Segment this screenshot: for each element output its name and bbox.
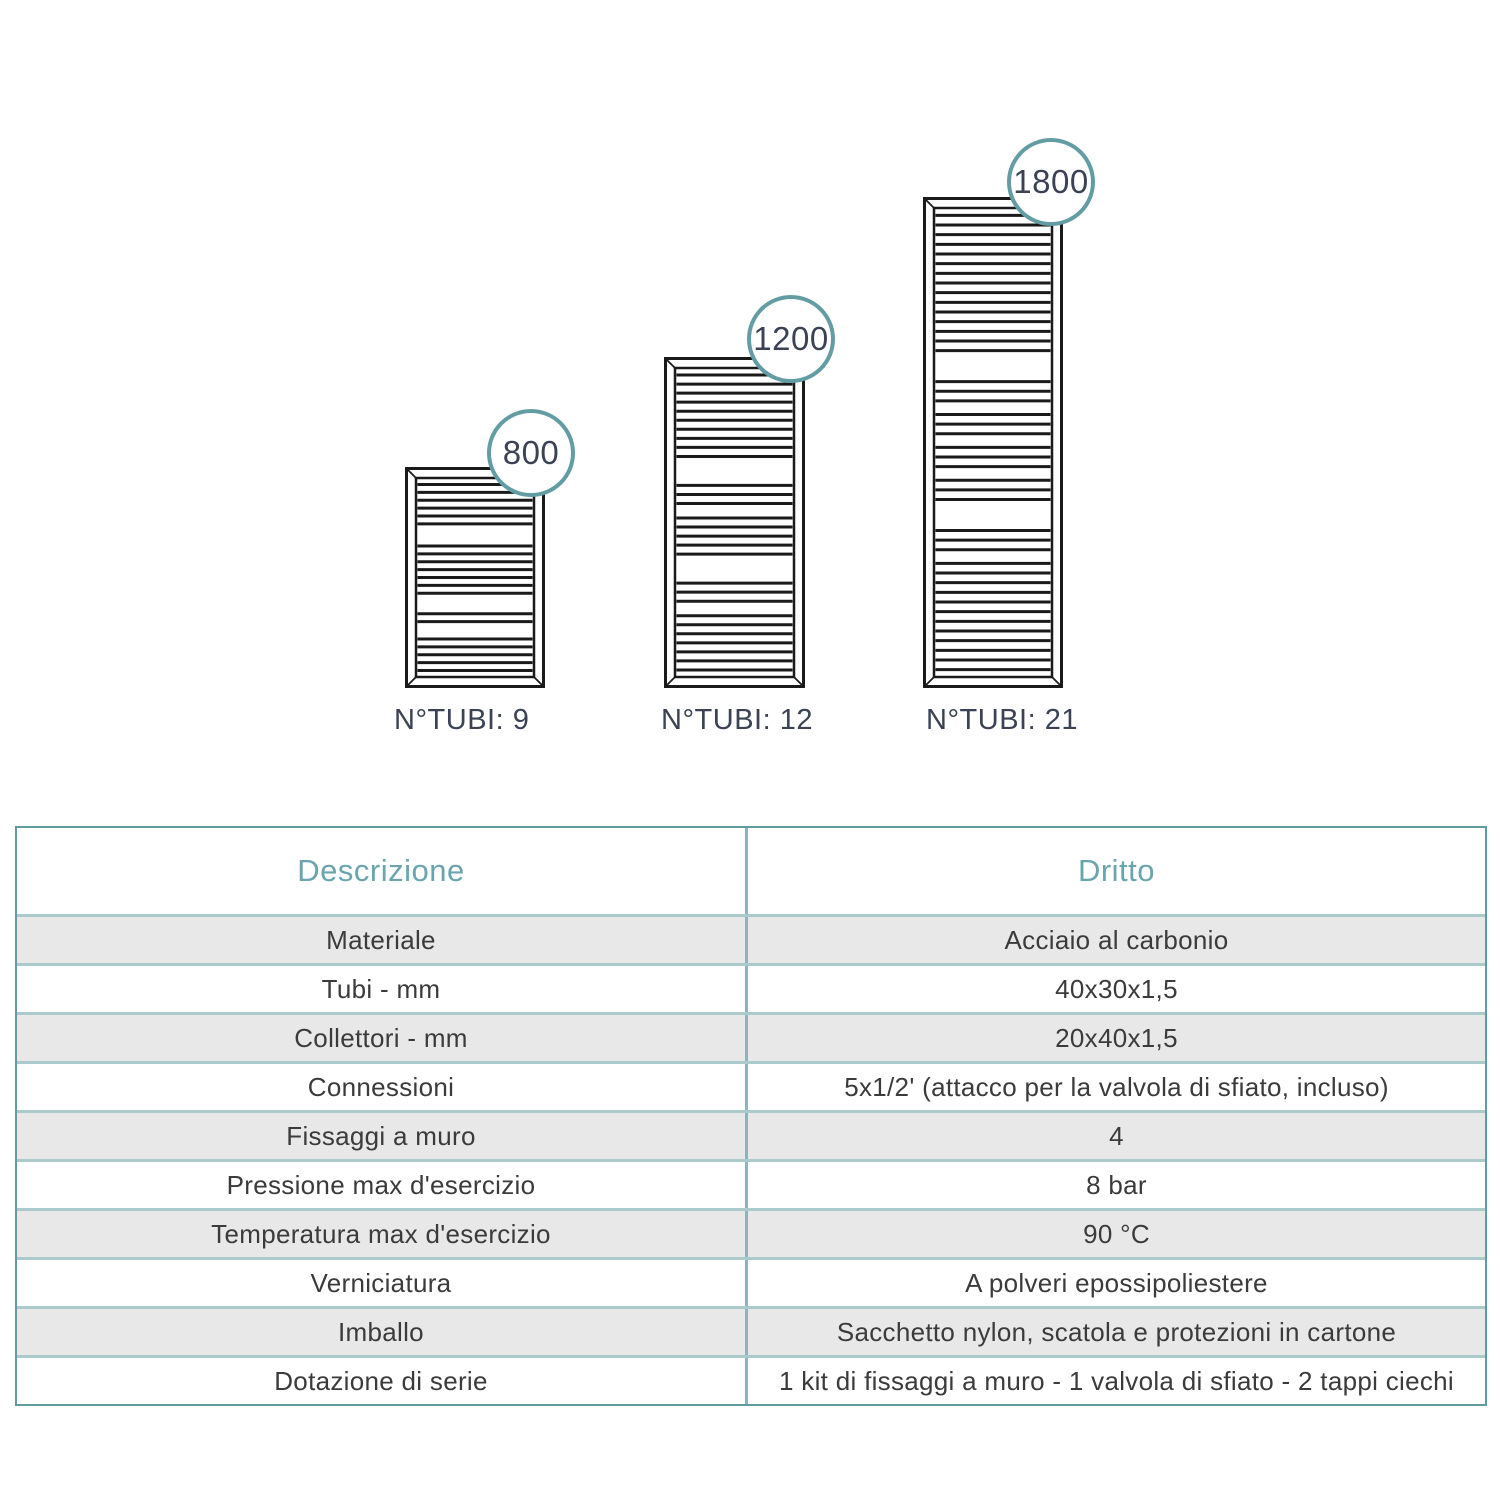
radiator-drawing-800 <box>405 467 545 693</box>
table-row <box>17 1159 1485 1208</box>
table-row <box>17 1208 1485 1257</box>
table-row <box>17 1012 1485 1061</box>
row-label: Temperatura max d'esercizio <box>17 1211 748 1257</box>
row-value: Acciaio al carbonio <box>1004 924 1229 955</box>
table-header-descrizione: Descrizione <box>17 828 748 914</box>
table-header-row <box>17 828 1485 914</box>
radiator-svg <box>923 197 1063 688</box>
radiator-drawing-1200 <box>664 357 805 693</box>
row-label: Materiale <box>17 917 748 963</box>
tubes-count-label-1200: N°TUBI: 12 <box>661 704 813 736</box>
row-label: Connessioni <box>17 1064 748 1110</box>
table-row <box>17 1110 1485 1159</box>
table-row <box>17 914 1485 963</box>
height-badge-1200 <box>747 295 835 383</box>
height-badge-label: 1800 <box>1013 163 1089 200</box>
row-label: Dotazione di serie <box>17 1358 748 1404</box>
height-badge-label: 1200 <box>753 320 829 357</box>
row-value: 40x30x1,5 <box>1055 973 1178 1004</box>
row-label: Imballo <box>17 1309 748 1355</box>
row-label: Pressione max d'esercizio <box>17 1162 748 1208</box>
row-value: 5x1/2' (attacco per la valvola di sfiato, incluso) <box>844 1071 1389 1102</box>
row-label: Collettori - mm <box>17 1015 748 1061</box>
height-badge-1800 <box>1007 138 1095 226</box>
tubes-count-label-800: N°TUBI: 9 <box>394 704 530 736</box>
row-value: 4 <box>1109 1120 1124 1151</box>
table-row <box>17 1306 1485 1355</box>
table-header-dritto: Dritto <box>1077 853 1156 888</box>
height-badge-800 <box>487 409 575 497</box>
height-badge-label: 800 <box>502 434 560 471</box>
row-label: Verniciatura <box>17 1260 748 1306</box>
row-value: 90 °C <box>1083 1218 1150 1249</box>
tubes-count-label-1800: N°TUBI: 21 <box>926 704 1078 736</box>
radiator-svg <box>664 357 805 688</box>
row-label: Tubi - mm <box>17 966 748 1012</box>
table-row <box>17 1061 1485 1110</box>
radiator-svg <box>405 467 545 688</box>
row-value: 8 bar <box>1086 1169 1147 1200</box>
radiator-drawing-1800 <box>923 197 1063 693</box>
table-row <box>17 1355 1485 1404</box>
row-value: A polveri epossipoliestere <box>965 1267 1268 1298</box>
spec-table <box>15 826 1487 1406</box>
table-row <box>17 963 1485 1012</box>
table-body <box>17 914 1485 1404</box>
row-value: 1 kit di fissaggi a muro - 1 valvola di sfiato - 2 tappi ciechi <box>779 1365 1454 1396</box>
row-value: Sacchetto nylon, scatola e protezioni in cartone <box>836 1316 1397 1347</box>
row-label: Fissaggi a muro <box>17 1113 748 1159</box>
table-row <box>17 1257 1485 1306</box>
row-value: 20x40x1,5 <box>1055 1022 1178 1053</box>
